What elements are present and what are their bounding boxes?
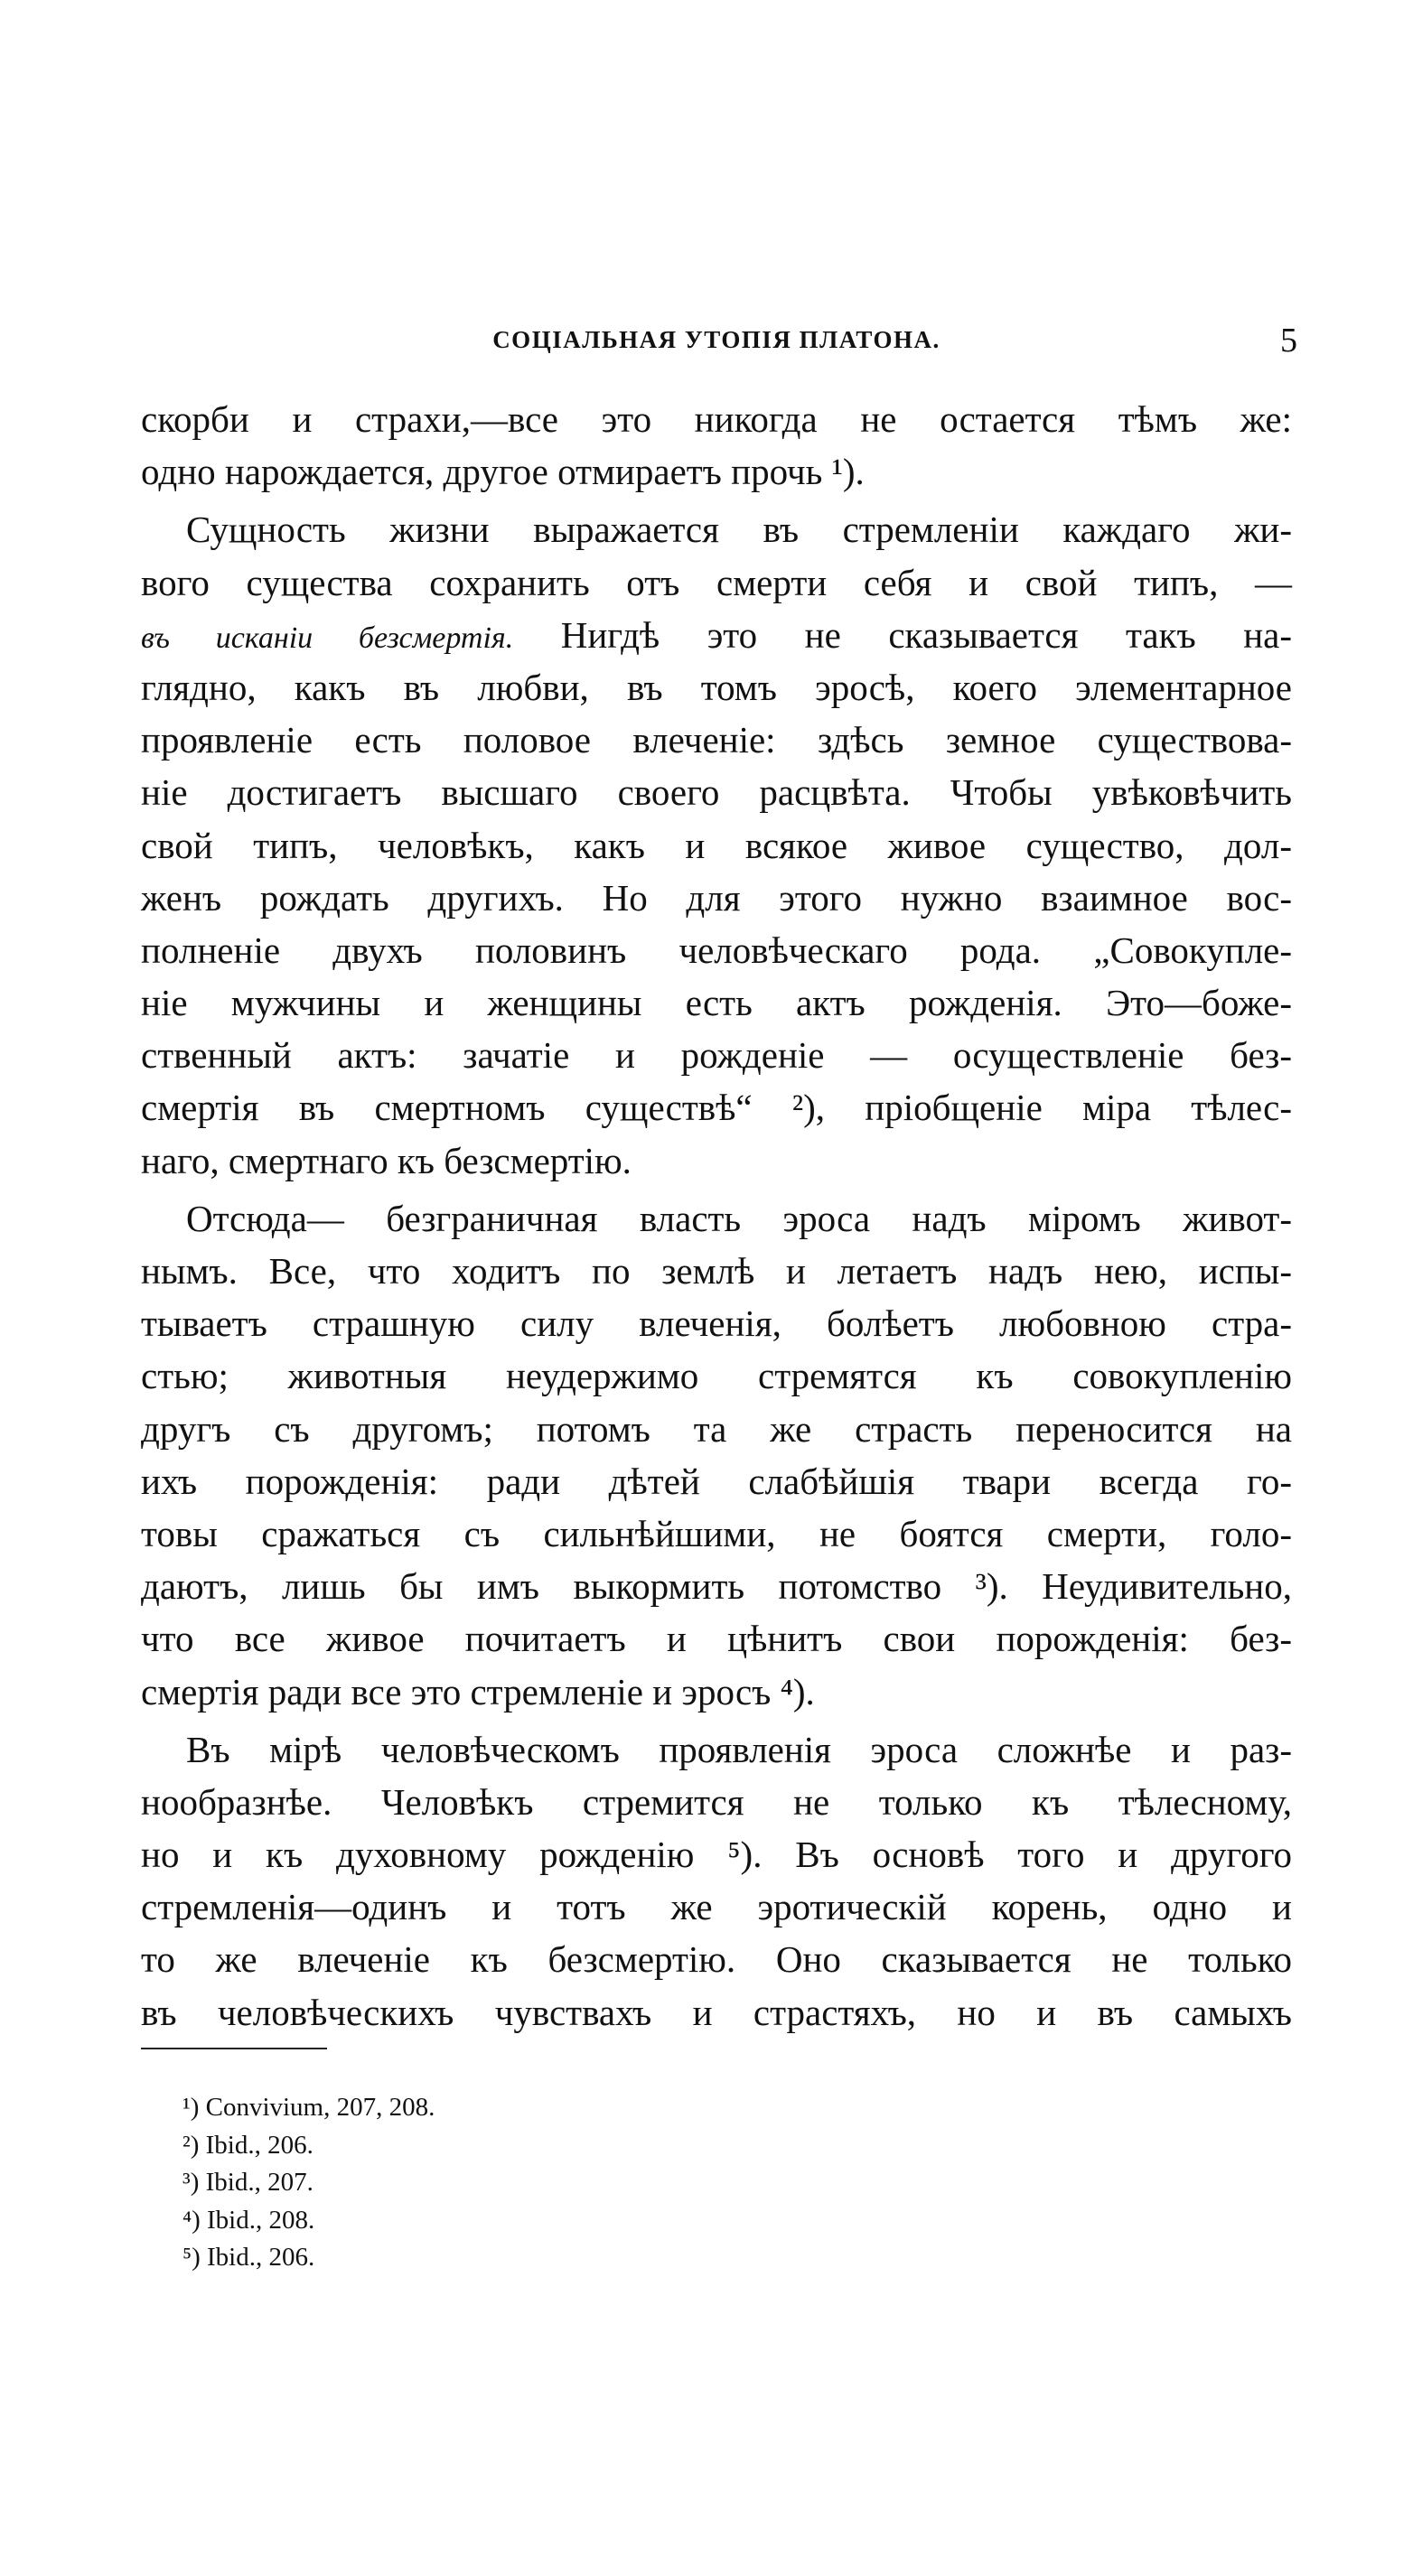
text-line [141, 924, 1292, 976]
line-text: стью; животныя неудержимо стремятся къ совокупленію [141, 1355, 1292, 1397]
text-line [141, 1134, 1292, 1187]
paragraph [141, 393, 1292, 498]
text-line [141, 976, 1292, 1029]
text-line [141, 1723, 1292, 1776]
text-line [141, 661, 1292, 714]
line-text: глядно, какъ въ любви, въ томъ эросѣ, коего элементарное [141, 666, 1292, 708]
text-line [141, 1029, 1292, 1081]
text-line [141, 556, 1292, 609]
text-line [141, 766, 1292, 818]
line-text: то же влеченіе къ безсмертію. Оно сказывается не только [141, 1938, 1292, 1981]
text-line [141, 609, 1292, 661]
text-line [141, 1986, 1292, 2039]
line-text: Нигдѣ это не сказывается такъ на- [513, 613, 1292, 656]
line-text: стремленія—одинъ и тотъ же эротическій корень, одно и [141, 1886, 1292, 1928]
line-text: товы сражаться съ сильнѣйшими, не боятся смерти, голо- [141, 1512, 1292, 1554]
text-line [141, 1612, 1292, 1665]
line-text: смертія въ смертномъ существѣ“ ²), пріобщеніе міра тѣлес- [141, 1087, 1292, 1129]
line-text: вого существа сохранить отъ смерти себя и свой типъ, — [141, 561, 1292, 603]
running-header [141, 321, 1297, 360]
text-line [141, 714, 1292, 766]
text-line [141, 1560, 1292, 1612]
running-title: СОЦІАЛЬНАЯ УТОПІЯ ПЛАТОНА. [492, 326, 940, 353]
text-line [141, 819, 1292, 872]
text-line [141, 1666, 1292, 1718]
text-line [141, 1776, 1292, 1828]
text-line [141, 1828, 1292, 1881]
page-number: 5 [1280, 322, 1297, 359]
text-line [141, 1933, 1292, 1985]
text-line [141, 1349, 1292, 1402]
line-text: женъ рождать другихъ. Но для этого нужно взаимное вос- [141, 876, 1292, 919]
paragraph [141, 1192, 1292, 1718]
line-text: въ человѣческихъ чувствахъ и страстяхъ, но и въ самыхъ [141, 1991, 1292, 2033]
line-text: ніе достигаетъ высшаго своего расцвѣта. Чтобы увѣковѣчить [141, 771, 1292, 814]
line-text: наго, смертнаго къ безсмертію. [141, 1139, 632, 1181]
text-line [141, 1081, 1292, 1134]
line-text: ніе мужчины и женщины есть актъ рожденія. Это—боже- [141, 982, 1292, 1024]
line-text: что все живое почитаетъ и цѣнитъ свои порожденія: без- [141, 1618, 1292, 1660]
line-text: даютъ, лишь бы имъ выкормить потомство ³). Неудивительно, [141, 1565, 1292, 1608]
text-line [141, 872, 1292, 924]
line-text: тываетъ страшную силу влеченія, болѣетъ любовною стра- [141, 1302, 1292, 1345]
italic-emphasis: въ исканіи безсмертія. [141, 621, 514, 655]
line-text: смертія ради все это стремленіе и эросъ ⁴). [141, 1670, 815, 1713]
line-text: ственный актъ: зачатіе и рожденіе — осуществленіе без- [141, 1034, 1292, 1077]
line-text: нообразнѣе. Человѣкъ стремится не только къ тѣлесному, [141, 1780, 1292, 1823]
line-text: другъ съ другомъ; потомъ та же страсть переносится на [141, 1407, 1292, 1450]
line-text: Отсюда— безграничная власть эроса надъ міромъ живот- [186, 1197, 1292, 1239]
line-text: одно нарождается, другое отмираетъ прочь ¹). [141, 451, 865, 493]
line-text: Сущность жизни выражается въ стремленіи каждаго жи- [186, 509, 1292, 551]
footnote: ²) Ibid., 206. [182, 2130, 313, 2160]
body-text [141, 393, 1292, 2044]
text-line [141, 445, 1292, 498]
line-text: ихъ порожденія: ради дѣтей слабѣйшія твари всегда го- [141, 1460, 1292, 1502]
paragraph [141, 1723, 1292, 2039]
footnotes [182, 2089, 435, 2277]
line-text: нымъ. Все, что ходитъ по землѣ и летаетъ надъ нею, испы- [141, 1250, 1292, 1292]
text-line [141, 1507, 1292, 1560]
text-line [141, 1455, 1292, 1507]
text-line [141, 1245, 1292, 1297]
paragraph [141, 503, 1292, 1186]
line-text: скорби и страхи,—все это никогда не остается тѣмъ же: [141, 398, 1292, 440]
text-line [141, 1403, 1292, 1455]
text-line [141, 503, 1292, 555]
footnote: ⁵) Ibid., 206. [182, 2243, 315, 2272]
footnote: ³) Ibid., 207. [182, 2168, 313, 2197]
footnote: ¹) Convivium, 207, 208. [182, 2093, 435, 2122]
line-text: Въ мірѣ человѣческомъ проявленія эроса сложнѣе и раз- [186, 1728, 1292, 1770]
line-text: но и къ духовному рожденію ⁵). Въ основѣ того и другого [141, 1834, 1292, 1876]
footnote-divider [141, 2048, 327, 2049]
footnote: ⁴) Ibid., 208. [182, 2205, 315, 2235]
text-line [141, 1192, 1292, 1245]
line-text: полненіе двухъ половинъ человѣческаго рода. „Совокупле- [141, 929, 1292, 971]
text-line [141, 1881, 1292, 1933]
line-text: свой типъ, человѣкъ, какъ и всякое живое существо, дол- [141, 824, 1292, 866]
line-text: проявленіе есть половое влеченіе: здѣсь земное существова- [141, 719, 1292, 761]
text-line [141, 393, 1292, 445]
text-line [141, 1297, 1292, 1349]
